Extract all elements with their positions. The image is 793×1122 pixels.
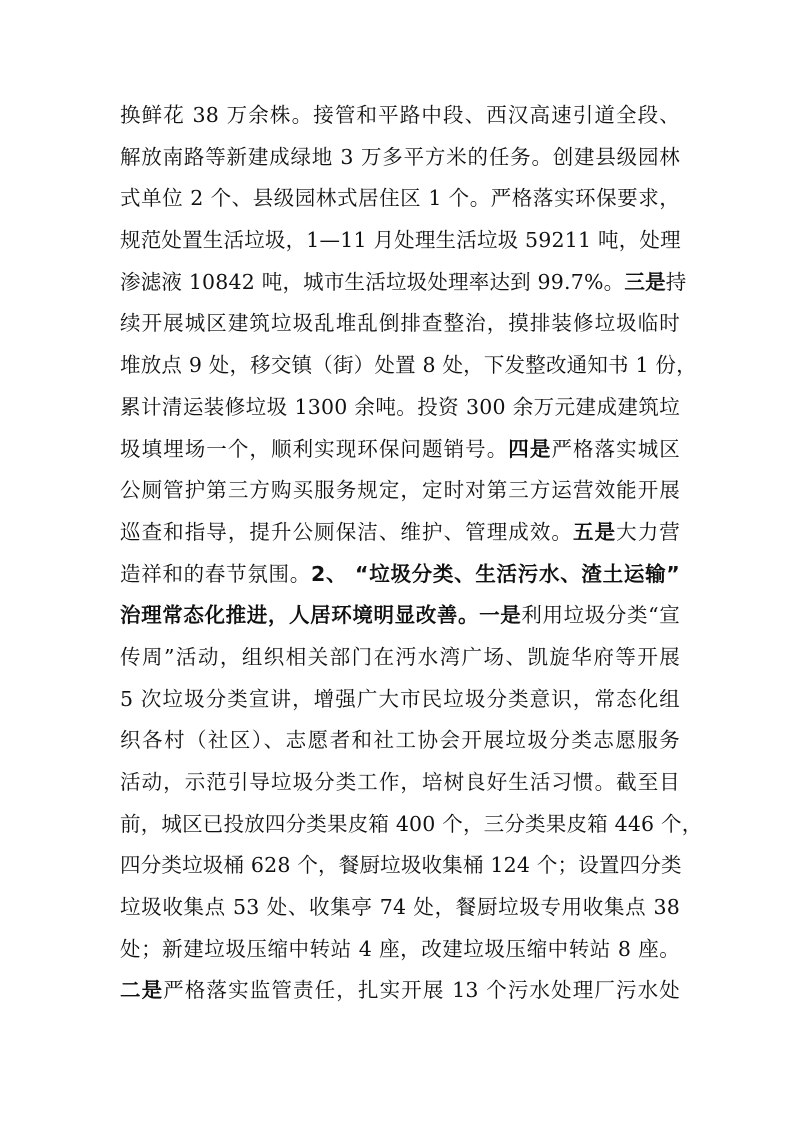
text-run: 持 — [665, 269, 687, 294]
text-run: 四分类垃圾桶 628 个，餐厨垃圾收集桶 124 个；设置四分类 — [120, 853, 682, 878]
text-line — [120, 554, 680, 596]
text-line — [120, 762, 680, 804]
text-run: 大力营 — [616, 519, 680, 544]
text-line — [120, 137, 680, 179]
text-line — [120, 387, 680, 429]
bold-heading-run: 三是 — [624, 269, 666, 294]
text-run: 式单位 2 个、县级园林式居住区 1 个。严格落实环保要求， — [120, 186, 680, 211]
text-run: 严格落实城区 — [551, 436, 681, 461]
text-run: 渗滤液 10842 吨，城市生活垃圾处理率达到 99.7%。 — [120, 269, 625, 294]
bold-heading-run: 五是 — [573, 519, 617, 544]
text-line — [120, 345, 697, 387]
bold-heading-run: 四是 — [508, 436, 552, 461]
text-line — [120, 95, 680, 137]
text-run: 规范处置生活垃圾，1—11 月处理生活垃圾 59211 吨，处理 — [120, 228, 681, 253]
text-run: 织各村（社区）、志愿者和社工协会开展垃圾分类志愿服务 — [120, 728, 680, 753]
text-run: 公厕管护第三方购买服务规定，定时对第三方运营效能开展 — [120, 478, 680, 503]
text-run: 传周”活动，组织相关部门在沔水湾广场、凯旋华府等开展 — [120, 644, 680, 669]
text-run: 利用垃圾分类“宣 — [521, 603, 680, 628]
text-run: 活动，示范引导垃圾分类工作，培树良好生活习惯。截至目 — [120, 770, 680, 794]
text-run: 续开展城区建筑垃圾乱堆乱倒排查整治，摸排装修垃圾临时 — [120, 311, 680, 336]
text-line — [120, 429, 680, 471]
text-line — [120, 220, 680, 262]
text-line — [120, 845, 680, 887]
text-run: 换鲜花 38 万余株。接管和平路中段、西汉高速引道全段、 — [120, 103, 680, 127]
text-line — [120, 470, 680, 512]
text-line — [120, 595, 680, 637]
text-line — [120, 178, 680, 220]
text-run: 5 次垃圾分类宣讲，增强广大市民垃圾分类意识，常态化组 — [120, 686, 680, 711]
text-line — [120, 720, 680, 762]
text-run: 前，城区已投放四分类果皮箱 400 个，三分类果皮箱 446 个， — [120, 811, 703, 836]
text-run: 造祥和的春节氛围。 — [120, 561, 311, 586]
text-line — [120, 929, 680, 971]
body-paragraph — [120, 95, 703, 1012]
bold-heading-run: 治理常态化推进，人居环境明显改善。一是 — [120, 603, 522, 628]
text-run: 处；新建垃圾压缩中转站 4 座，改建垃圾压缩中转站 8 座。 — [120, 936, 680, 961]
text-line — [120, 262, 687, 304]
text-run: 垃圾收集点 53 处、收集亭 74 处，餐厨垃圾专用收集点 38 — [120, 895, 680, 920]
text-line — [120, 303, 680, 345]
bold-heading-run: 二是 — [120, 978, 164, 1003]
text-run: 严格落实监管责任，扎实开展 13 个污水处理厂污水处 — [163, 978, 680, 1003]
text-line — [120, 512, 680, 554]
text-line — [120, 637, 680, 679]
text-run: 累计清运装修垃圾 1300 余吨。投资 300 余万元建成建筑垃 — [120, 394, 680, 419]
text-line — [120, 887, 680, 929]
text-run: 堆放点 9 处，移交镇（街）处置 8 处，下发整改通知书 1 份， — [120, 353, 697, 378]
text-run: 巡查和指导，提升公厕保洁、维护、管理成效。 — [120, 519, 573, 544]
text-line — [120, 679, 680, 721]
bold-heading-run: 2、 “垃圾分类、生活污水、渣土运输” — [310, 561, 680, 586]
text-run: 解放南路等新建成绿地 3 万多平方米的任务。创建县级园林 — [120, 144, 680, 169]
text-line — [120, 970, 680, 1012]
text-run: 圾填埋场一个，顺利实现环保问题销号。 — [120, 436, 509, 461]
text-line — [120, 804, 703, 846]
